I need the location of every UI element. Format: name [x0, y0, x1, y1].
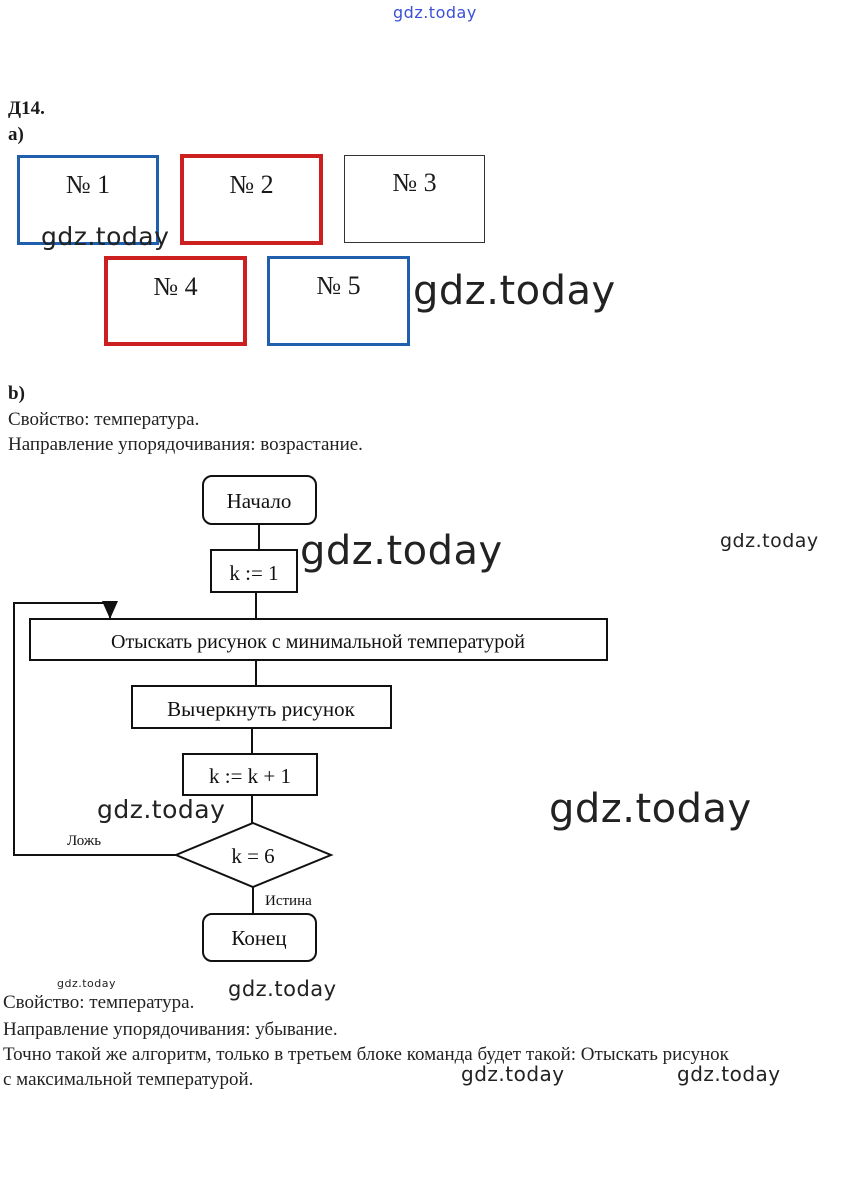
- part-b-property: Свойство: температура.: [8, 409, 200, 430]
- part-c-line2: с максимальной температурой.: [3, 1069, 254, 1090]
- picture-3-label: № 3: [392, 168, 437, 197]
- find-text: Отыскать рисунок с минимальной температурой: [111, 631, 525, 653]
- watermark-c4: gdz.today: [677, 1062, 781, 1086]
- part-a-label: а): [8, 124, 24, 145]
- watermark-c1: gdz.today: [57, 977, 117, 990]
- picture-5-label: № 5: [316, 271, 361, 300]
- end-text: Конец: [231, 926, 287, 950]
- part-b-direction: Направление упорядочивания: возрастание.: [8, 434, 363, 455]
- part-c-property: Свойство: температура.: [3, 992, 195, 1013]
- watermark-top: gdz.today: [393, 3, 477, 22]
- watermark-b1: gdz.today: [300, 528, 503, 574]
- part-b-label: b): [8, 383, 25, 404]
- watermark-a1: gdz.today: [41, 222, 170, 251]
- picture-4-label: № 4: [153, 272, 198, 301]
- part-c-direction: Направление упорядочивания: убывание.: [3, 1019, 338, 1040]
- init-text: k := 1: [229, 561, 279, 585]
- watermark-b3: gdz.today: [97, 795, 226, 824]
- picture-2-label: № 2: [229, 170, 274, 199]
- condition-text: k = 6: [231, 844, 275, 868]
- watermark-c3: gdz.today: [461, 1062, 565, 1086]
- part-c-line1: Точно такой же алгоритм, только в третьем блоке команда будет такой: Отыскать рисунок: [3, 1044, 729, 1065]
- watermark-c2: gdz.today: [228, 977, 337, 1001]
- watermark-a2: gdz.today: [413, 268, 616, 314]
- true-label: Истина: [265, 893, 312, 909]
- picture-1-label: № 1: [65, 170, 111, 199]
- false-label: Ложь: [67, 833, 102, 849]
- increment-text: k := k + 1: [208, 764, 292, 788]
- strike-text: Вычеркнуть рисунок: [167, 697, 355, 721]
- watermark-b4: gdz.today: [549, 786, 752, 832]
- task-title: Д14.: [8, 98, 45, 119]
- start-text: Начало: [226, 489, 292, 513]
- watermark-b2: gdz.today: [720, 530, 819, 552]
